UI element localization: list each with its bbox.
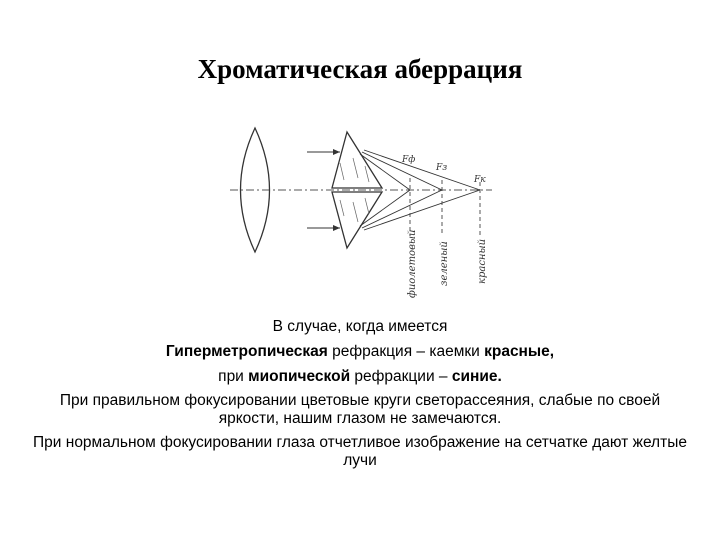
- text-paragraph-5: При нормальном фокусировании глаза отчетливое изображение на сетчатке дают желтые лучи: [33, 434, 687, 469]
- slide-title: Хроматическая аберрация: [197, 54, 523, 84]
- color-label-violet: фиолетовый: [407, 229, 418, 298]
- focus-label-green: Fз: [436, 163, 448, 173]
- text-line-2: [30, 343, 690, 361]
- lower-prism: [332, 192, 382, 248]
- color-label-red: красный: [477, 238, 488, 284]
- chromatic-aberration-diagram: [222, 118, 500, 303]
- text-paragraph-4: При правильном фокусировании цветовые круги светорассеяния, слабые по своей яркости, нашим глазом не замечаются.: [59, 392, 661, 427]
- upper-prism: [332, 132, 382, 188]
- red-term: красные,: [484, 343, 555, 360]
- text-line-2-mid: рефракция – каемки: [327, 343, 485, 360]
- blue-term: синие.: [451, 368, 502, 385]
- myopic-term: миопической: [248, 368, 351, 385]
- focus-label-violet: Fф: [402, 155, 416, 165]
- text-line-3-mid: рефракции –: [350, 368, 452, 385]
- hypermetropic-term: Гиперметропическая: [165, 343, 328, 360]
- body-text: [30, 318, 690, 476]
- color-label-green: зеленый: [439, 241, 450, 286]
- focus-label-red: Fк: [474, 175, 486, 185]
- text-line-1: В случае, когда имеется: [272, 318, 448, 335]
- text-line-3-pre: при: [218, 368, 249, 385]
- text-line-3: [30, 368, 690, 386]
